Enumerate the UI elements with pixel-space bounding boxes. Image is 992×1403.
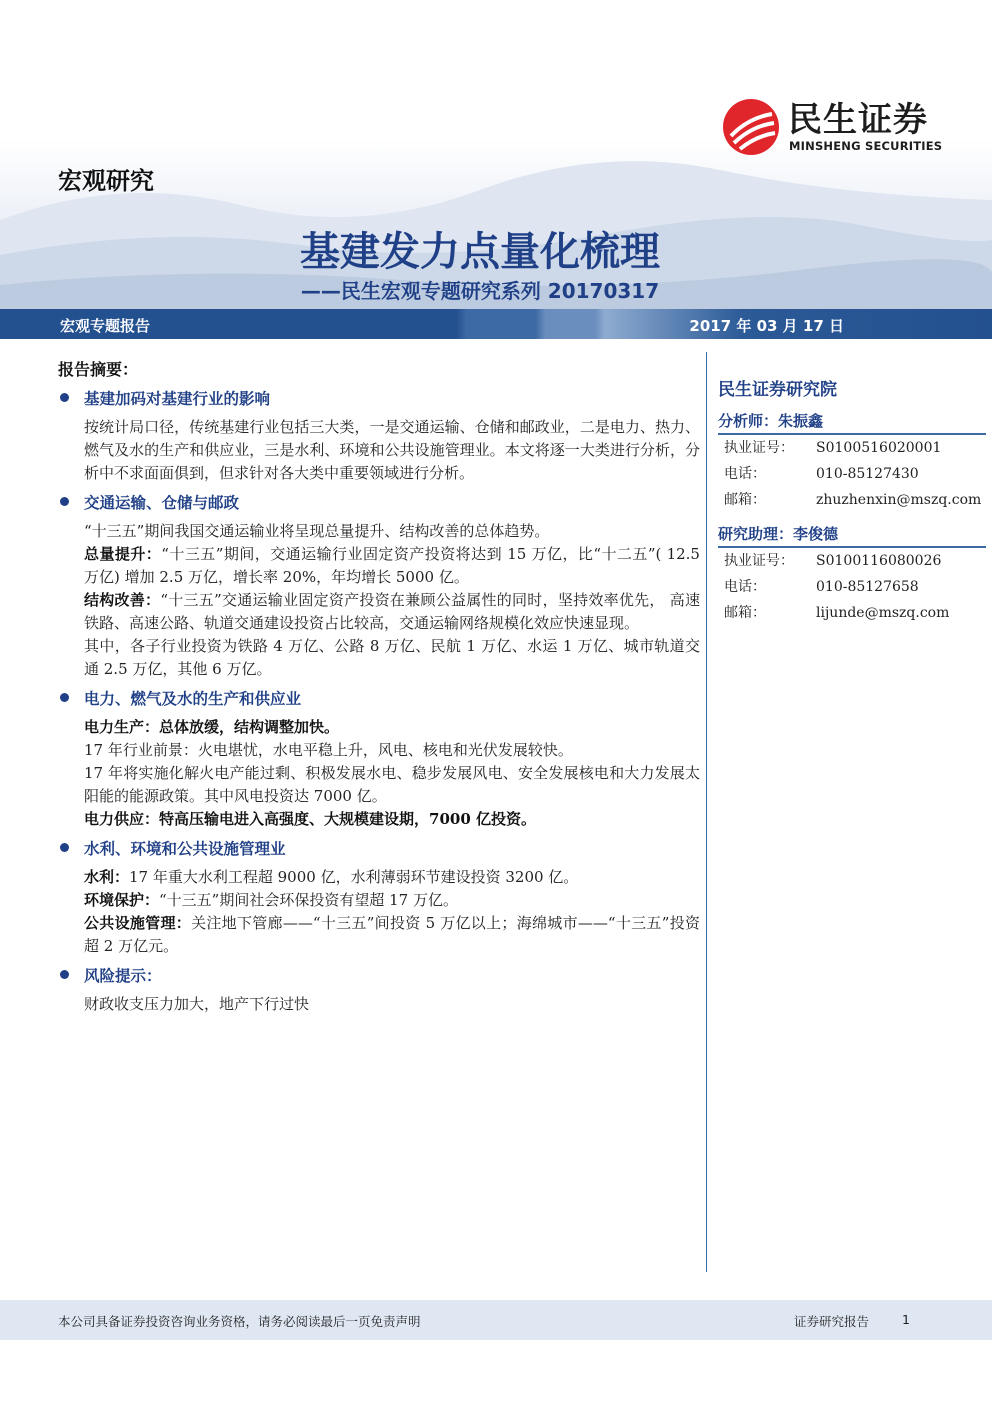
page-footer <box>0 1300 992 1340</box>
contact-label: 执业证号： <box>724 553 794 569</box>
bullet-icon <box>60 970 69 979</box>
section-heading <box>58 687 700 710</box>
section-title: 风险提示： <box>84 966 162 985</box>
abstract-paragraph <box>58 739 700 762</box>
contact-label: 邮箱： <box>724 492 766 508</box>
contact-value: S0100116080026 <box>816 553 942 569</box>
report-type: 宏观专题报告 <box>60 317 151 335</box>
abstract-paragraph <box>58 762 700 808</box>
contact-label: 执业证号： <box>724 440 794 456</box>
logo-cn-name: 民生证券 <box>788 100 928 140</box>
paragraph-text: “十三五”期间社会环保投资有望超 17 万亿。 <box>159 891 458 909</box>
section-title: 基建加码对基建行业的影响 <box>84 389 271 408</box>
contact-row <box>718 600 986 626</box>
header-bar <box>0 309 992 339</box>
abstract-paragraph <box>58 520 700 543</box>
paragraph-lead: 结构改善： <box>84 591 161 609</box>
brand-logo <box>722 98 962 158</box>
paragraph-text: 其中，各子行业投资为铁路 4 万亿、公路 8 万亿、民航 1 万亿、水运 1 万亿、城市轨道交通 2.5 万亿，其他 6 万亿。 <box>84 637 700 678</box>
bullet-icon <box>60 497 69 506</box>
footer-page-number: 1 <box>902 1312 910 1327</box>
paragraph-lead: 公共设施管理： <box>84 914 192 932</box>
abstract-paragraph <box>58 416 700 485</box>
contact-value: 010-85127658 <box>816 579 919 595</box>
section-title: 水利、环境和公共设施管理业 <box>84 839 286 858</box>
paragraph-text: 财政收支压力加大，地产下行过快 <box>84 995 310 1013</box>
section-title: 电力、燃气及水的生产和供应业 <box>84 689 302 708</box>
paragraph-text: 按统计局口径，传统基建行业包括三大类，一是交通运输、仓储和邮政业，二是电力、热力、燃气及水的生产和供应业，三是水利、环境和公共设施管理业。本文将逐一大类进行分析，分析中不求面面俱到，但求针对各大类中重要领域进行分析。 <box>84 418 700 482</box>
contact-value: S0100516020001 <box>816 440 942 456</box>
abstract-paragraph <box>58 889 700 912</box>
report-title: 基建发力点量化梳理 <box>300 229 660 275</box>
abstract-paragraph <box>58 808 700 831</box>
paragraph-lead: 电力生产：总体放缓，结构调整加快。 <box>84 718 340 736</box>
bullet-icon <box>60 843 69 852</box>
bullet-icon <box>60 393 69 402</box>
abstract-sections <box>58 387 700 1016</box>
paragraph-text: 17 年行业前景：火电堪忧，水电平稳上升，风电、核电和光伏发展较快。 <box>84 741 573 759</box>
paragraph-text: “十三五”交通运输业固定资产投资在兼顾公益属性的同时，坚持效率优先， 高速铁路、高速公路、轨道交通建设投资占比较高，交通运输网络规模化效应快速显现。 <box>84 591 700 632</box>
contact-label: 电话： <box>724 466 766 482</box>
paragraph-text: 17 年重大水利工程超 9000 亿，水利薄弱环节建设投资 3200 亿。 <box>129 868 579 886</box>
bullet-icon <box>60 693 69 702</box>
abstract-paragraph <box>58 589 700 635</box>
contact-row <box>718 548 986 574</box>
analyst-list <box>718 410 986 626</box>
sidebar <box>718 375 986 626</box>
report-date: 2017 年 03 月 17 日 <box>689 317 844 335</box>
report-subtitle: ——民生宏观专题研究系列 20170317 <box>300 279 660 303</box>
contact-row <box>718 435 986 461</box>
contact-value: zhuzhenxin@mszq.com <box>816 492 982 508</box>
paragraph-lead: 总量提升： <box>84 545 162 563</box>
paragraph-text: “十三五”期间，交通运输行业固定资产投资将达到 15 万亿，比“十二五”( 12.5 万亿) 增加 2.5 万亿，增长率 20%，年均增长 5000 亿。 <box>84 545 700 586</box>
contact-row <box>718 461 986 487</box>
contact-row <box>718 574 986 600</box>
footer-disclaimer: 本公司具备证券投资咨询业务资格，请务必阅读最后一页免责声明 <box>58 1314 421 1329</box>
paragraph-text: 关注地下管廊——“十三五”间投资 5 万亿以上；海绵城市——“十三五”投资超 2 万亿元。 <box>84 914 700 955</box>
section-heading <box>58 387 700 410</box>
section-title: 交通运输、仓储与邮政 <box>84 493 240 512</box>
abstract-paragraph <box>58 912 700 958</box>
column-divider <box>706 352 707 1272</box>
contact-label: 电话： <box>724 579 766 595</box>
abstract-paragraph <box>58 716 700 739</box>
contact-value: lijunde@mszq.com <box>816 605 950 621</box>
abstract-paragraph <box>58 543 700 589</box>
abstract-paragraph <box>58 866 700 889</box>
institute-name: 民生证券研究院 <box>718 380 837 400</box>
paragraph-lead: 环境保护： <box>84 891 160 909</box>
abstract-paragraph <box>58 635 700 681</box>
paragraph-lead: 电力供应：特高压输电进入高强度、大规模建设期，7000 亿投资。 <box>84 810 536 828</box>
contact-row <box>718 487 986 513</box>
logo-en-name: MINSHENG SECURITIES <box>789 139 943 153</box>
analyst-role: 研究助理：李俊德 <box>718 523 986 548</box>
contact-value: 010-85127430 <box>816 466 919 482</box>
abstract-heading: 报告摘要： <box>58 360 139 379</box>
abstract-paragraph <box>58 993 700 1016</box>
analyst-role: 分析师：朱振鑫 <box>718 410 986 435</box>
section-heading <box>58 964 700 987</box>
section-heading <box>58 837 700 860</box>
paragraph-text: “十三五”期间我国交通运输业将呈现总量提升、结构改善的总体趋势。 <box>84 522 550 540</box>
abstract-column <box>58 358 700 1016</box>
minsheng-logo-icon <box>722 98 780 156</box>
footer-doc-type: 证券研究报告 <box>794 1314 870 1329</box>
contact-label: 邮箱： <box>724 605 766 621</box>
section-heading <box>58 491 700 514</box>
paragraph-text: 17 年将实施化解火电产能过剩、积极发展水电、稳步发展风电、安全发展核电和大力发展太阳能的能源政策。其中风电投资达 7000 亿。 <box>84 764 700 805</box>
paragraph-lead: 水利： <box>84 868 130 886</box>
report-category: 宏观研究 <box>58 167 154 195</box>
